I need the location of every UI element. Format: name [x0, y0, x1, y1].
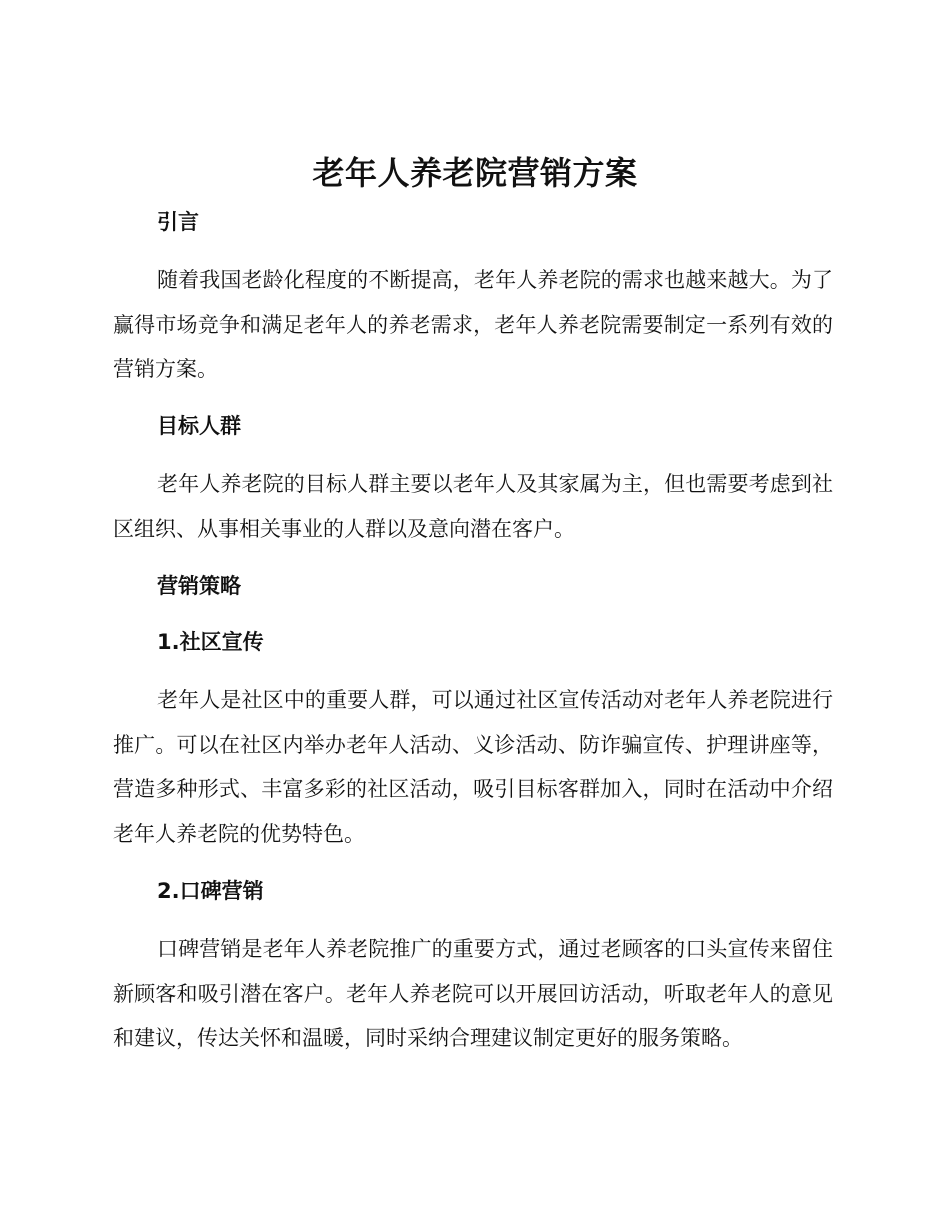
section-heading-target: 目标人群: [157, 414, 241, 438]
section-paragraph-intro: 随着我国老龄化程度的不断提高，老年人养老院的需求也越来越大。为了赢得市场竞争和满足老年人的养老需求，老年人养老院需要制定一系列有效的营销方案。: [113, 268, 833, 381]
subsection-paragraph-community: 老年人是社区中的重要人群，可以通过社区宣传活动对老年人养老院进行推广。可以在社区内举办老年人活动、义诊活动、防诈骗宣传、护理讲座等，营造多种形式、丰富多彩的社区活动，吸引目标客群加入，同时在活动中介绍老年人养老院的优势特色。: [113, 688, 833, 846]
section-heading-strategy: 营销策略: [157, 574, 241, 598]
subsection-paragraph-word-of-mouth: 口碑营销是老年人养老院推广的重要方式，通过老顾客的口头宣传来留住新顾客和吸引潜在客户。老年人养老院可以开展回访活动，听取老年人的意见和建议，传达关怀和温暖，同时采纳合理建议制定更好的服务策略。: [113, 937, 833, 1050]
section-heading-intro: 引言: [157, 210, 199, 234]
document-title: 老年人养老院营销方案: [312, 154, 638, 192]
subsection-heading-community: 1.社区宣传: [157, 630, 264, 654]
subsection-heading-word-of-mouth: 2.口碑营销: [157, 879, 264, 903]
section-paragraph-target: 老年人养老院的目标人群主要以老年人及其家属为主，但也需要考虑到社区组织、从事相关事业的人群以及意向潜在客户。: [113, 472, 833, 541]
